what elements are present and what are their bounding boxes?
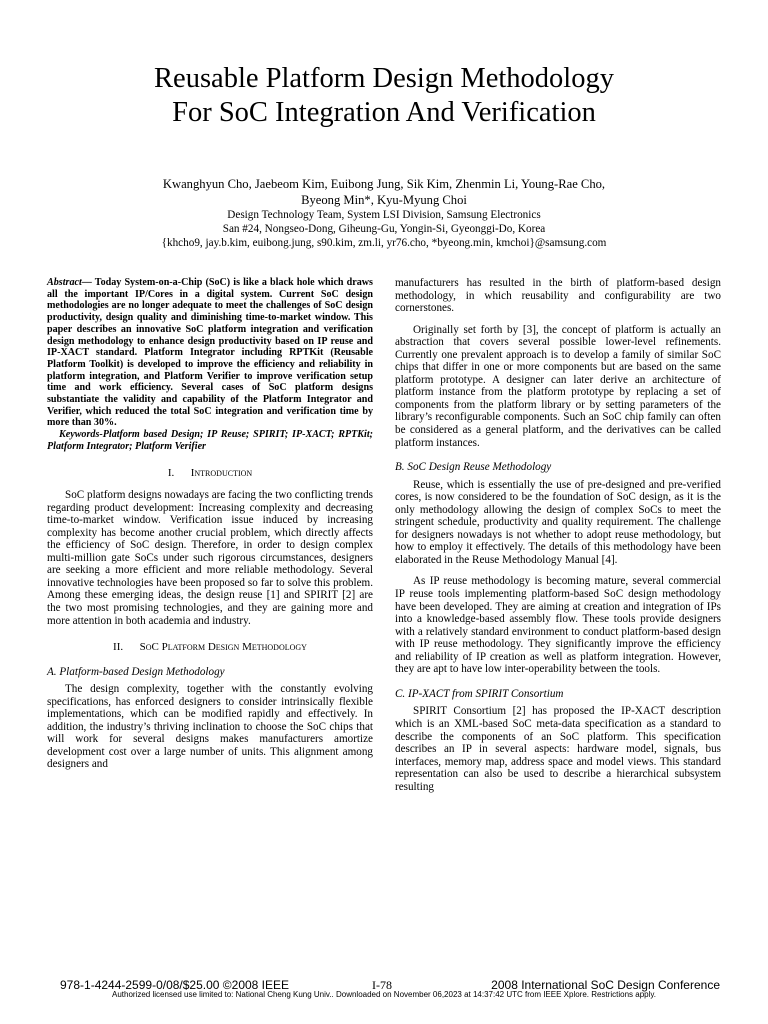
platform-paragraph-1: The design complexity, together with the constantly evolving specifications, has enforced designers to consider intrinsically flexible implementations, which can be modified rapidly and effectively. In addition, the industry’s thriving inclination to choose the SoC chips that will work for several designs makes manufacturers amortize development cost over a large number of units. This alignment among designers and bbox=[47, 683, 373, 771]
affiliation-emails: {khcho9, jay.b.kim, euibong.jung, s90.kim, zm.li, yr76.cho, *byeong.min, kmchoi}@samsung.com bbox=[161, 237, 607, 249]
license-notice: Authorized licensed use limited to: National Cheng Kung Univ.. Downloaded on November 06,2023 at 14:37:42 UTC from IEEE Xplore. Restrictions apply. bbox=[112, 990, 656, 999]
right-column bbox=[395, 277, 721, 793]
author-list bbox=[0, 176, 768, 208]
section-number: I. bbox=[167, 466, 175, 479]
footer-isbn: 978-1-4244-2599-0/08/$25.00 ©2008 IEEE bbox=[60, 978, 290, 992]
abstract-label: Abstract— bbox=[47, 277, 92, 288]
subsection-heading-a: A. Platform-based Design Methodology bbox=[47, 665, 225, 678]
authors-line-2: Byeong Min*, Kyu-Myung Choi bbox=[301, 193, 467, 207]
intro-paragraph: SoC platform designs nowadays are facing the two conflicting trends regarding product development: Increasing complexity and decreasing time-to-market window. Verification issue induced by increasing complexity has become another crucial problem, which directly affects the efficiency of SoC design. Therefore, in order to design complex multi-million gate SoCs under such rigorous circumstances, designers are seeking a more efficient and more reliable methodology. Several innovative technologies have been proposed so far to solve this problem. Among these emerging ideas, the design reuse [1] and SPIRIT [2] are the two most promising technologies, and they are gaining more and more attention in both academia and industry. bbox=[47, 489, 373, 627]
affiliation bbox=[0, 208, 768, 250]
left-column bbox=[47, 277, 373, 771]
section-heading-introduction bbox=[47, 467, 373, 480]
authors-line-1: Kwanghyun Cho, Jaebeom Kim, Euibong Jung, Sik Kim, Zhenmin Li, Young-Rae Cho, bbox=[162, 177, 606, 191]
platform-paragraph-1-continued: manufacturers has resulted in the birth of platform-based design methodology, in which reusability and configurability are two cornerstones. bbox=[395, 277, 721, 315]
section-number: II. bbox=[113, 641, 124, 654]
section-title: Introduction bbox=[190, 466, 253, 479]
reuse-paragraph-2: As IP reuse methodology is becoming mature, several commercial IP reuse tools implementing platform-based SoC design methodology have been developed. They are aiming at creation and integration of IPs into a knowledge-based assembly flow. These tools provide designers with a relatively standard environment to conduct platform-based design with IP reuse methodology. They significantly improve the efficiency and reliability of IP creation as well as platform integration. However, they are apt to have low inter-operability between the tools. bbox=[395, 575, 721, 676]
subsection-heading-b: B. SoC Design Reuse Methodology bbox=[395, 461, 552, 474]
footer-conference: 2008 International SoC Design Conference bbox=[491, 978, 720, 992]
abstract-text: Today System-on-a-Chip (SoC) is like a black hole which draws all the important IP/Cores in a digital system. Current SoC design methodologies are no longer adequate to meet the challenges of SoC design productivity, design quality and diminishing time-to-market window. This paper describes an innovative SoC platform integration and verification design methodology to enhance design productivity based on IP reuse and IP-XACT standard. Platform Integrator including RPTKit (Reusable Platform Toolkit) is developed to improve the efficiency and reliability in platform integration, and Platform Verifier to improve verification setup time and work efficiency. Several cases of SoC platform designs substantiate the validity and capability of the Platform Integrator and Verifier, which reduced the total SoC integration and verification time by more than 30%. bbox=[47, 277, 373, 429]
title-line-2: For SoC Integration And Verification bbox=[172, 97, 596, 128]
affiliation-address: San #24, Nongseo-Dong, Giheung-Gu, Yongin-Si, Gyeonggi-Do, Korea bbox=[222, 223, 546, 235]
affiliation-team: Design Technology Team, System LSI Division, Samsung Electronics bbox=[227, 209, 541, 221]
subsection-heading-c: C. IP-XACT from SPIRIT Consortium bbox=[395, 687, 564, 700]
reuse-paragraph-1: Reuse, which is essentially the use of pre-designed and pre-verified cores, is now considered to be the foundation of SoC design, as it is the only methodology allowing the design of complex SoCs to meet the stringent schedule, productivity and quality requirement. The challenge for designers nowadays is not whether to adopt reuse methodology, but how to employ it effectively. The details of this methodology have been elaborated in the Reuse Methodology Manual [4]. bbox=[395, 478, 721, 566]
abstract bbox=[47, 277, 373, 429]
footer-page-number: I-78 bbox=[372, 978, 392, 992]
ipxact-paragraph-1: SPIRIT Consortium [2] has proposed the IP-XACT description which is an XML-based SoC meta-data specification as a standard to describe the components of an SoC platform. This specification describes an IP in several aspects: hardware model, signals, bus interfaces, memory map, address space and model views. This standard representation can also be used to describe a hierarchical subsystem resulting bbox=[395, 705, 721, 793]
paper-title bbox=[0, 62, 768, 130]
platform-paragraph-2: Originally set forth by [3], the concept of platform is actually an abstraction that covers several possible lower-level refinements. Currently one prevalent approach is to develop a family of similar SoC chips that differ in one or more components but are based on the same platform prototype. A designer can later derive an architecture of platform instance from the platform prototype by replacing a set of components from the platform library or by setting parameters of the library’s reconfigurable components. Such an SoC chip family can often be considered as a general platform, and the derivatives can be called platform instances. bbox=[395, 323, 721, 449]
title-line-1: Reusable Platform Design Methodology bbox=[154, 63, 614, 94]
keywords: Keywords-Platform based Design; IP Reuse; SPIRIT; IP-XACT; RPTKit; Platform Integrator; Platform Verifier bbox=[47, 429, 373, 452]
section-title: SoC Platform Design Methodology bbox=[139, 641, 307, 654]
section-heading-soc-platform bbox=[47, 641, 373, 654]
